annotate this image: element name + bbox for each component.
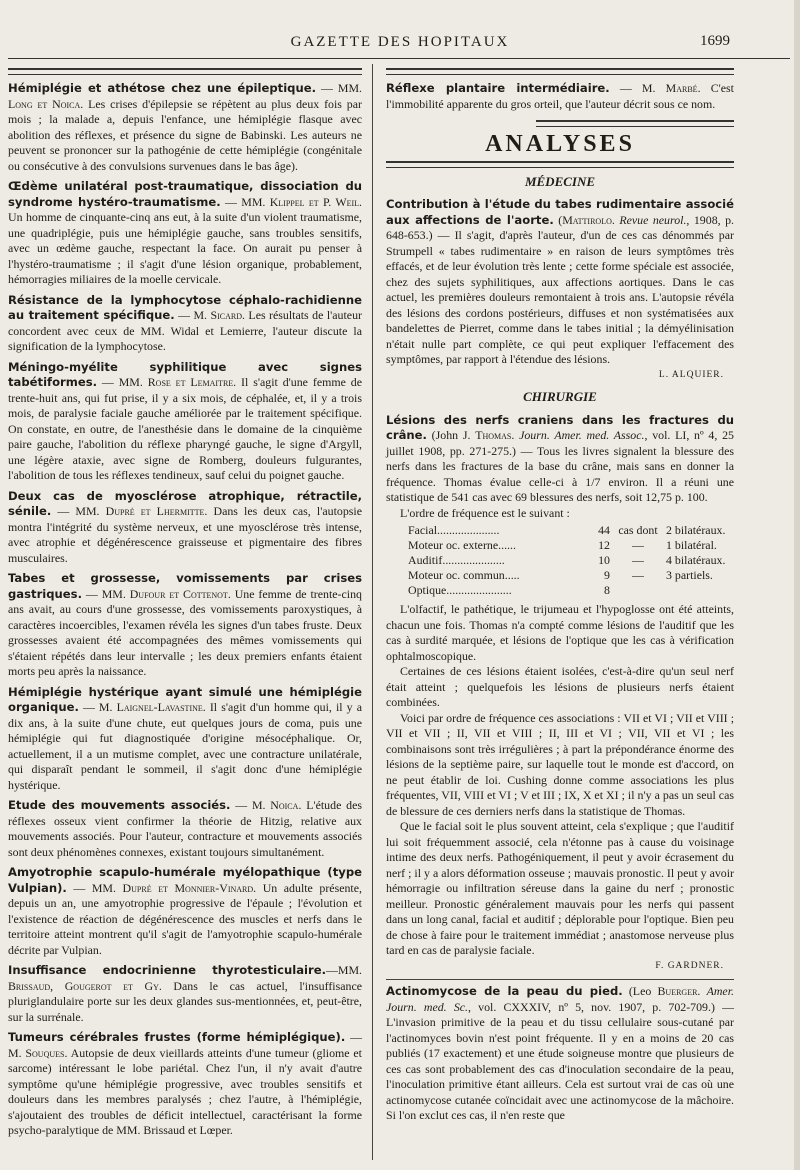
- entry-body: , vol. LI, nº 4, 25 juillet 1908, pp. 271-275.) — Tous les livres signalent la blessure des nerfs dans les fractures de la base du crâne, mais sans en donner la fréquence. Thomas évalue celle-ci à 1/7 environ. Il a réuni une statistique de 541 cas avec 69 blessures des nerfs, soit 12,75 p. 100.: [386, 428, 734, 504]
- entry-title: Amyotrophie scapulo-humérale myélopathique (type Vulpian).: [8, 865, 362, 895]
- citation-author: Buerger: [657, 984, 698, 998]
- separator: —: [632, 553, 644, 567]
- section-rule: [536, 120, 734, 127]
- citation-author: Mattirolo: [562, 212, 612, 227]
- entry-title: Tumeurs cérébrales frustes (forme hémiplégique).: [8, 1030, 346, 1044]
- abstract-entry: [8, 179, 362, 288]
- entry-actinomycose: Actinomycose de la peau du pied. (Leo Buerger. Amer. Journ. med. Sc., vol. CXXXIV, nº 5, nov. 1907, p. 702-709.) — L'invasion primitive de la peau et du tissu cellulaire sous-cutané par l'actinomyces bovin n'est point fréquente. Il y en a moins de 20 cas publiés (17 exactement) et une étude soigneuse montre que plusieurs de ces cas sont probablement des cas d'inoculation secondaire de la peau, l'inoculation primitive étant ailleurs. Cela est surtout vrai de cas où une actinomycose cutanée coïncidait avec une actinomycose de la mâchoire. Si l'on exclut ces cas, il n'en reste que: [386, 984, 734, 1122]
- abstract-entry: [8, 685, 362, 794]
- separator: cas dont: [618, 523, 658, 537]
- left-entries: [8, 81, 362, 1139]
- paragraph: Certaines de ces lésions étaient isolées, c'est-à-dire qu'un seul nerf était atteint ; quelquefois les lésions de plusieurs nerfs étaient combinées.: [386, 664, 734, 709]
- double-rule: [386, 68, 734, 75]
- entry-body: . Autopsie de deux vieillards atteints d'une tumeur (gliome et sarcome) intéressant le lobe pariétal. Chez l'un, il n'y avait d'autre symptôme qu'une hémiplégie progressive, avec troubles sensitifs et douleurs dans les membres paralysés ; chez l'autre, à l'hémiplégie, s'ajoutaient des troubles de déficit intellectuel, caractérisant la forme psycho-paralytique de MM. Brissaud et Lœper.: [8, 1045, 362, 1137]
- citation-journal: Journ. Amer. med. Assoc.: [519, 428, 645, 442]
- entry-title: Insuffisance endocrinienne thyrotesticulaire.: [8, 963, 326, 977]
- case-detail: 2 bilatéraux.: [666, 523, 726, 537]
- abstract-entry: [8, 798, 362, 860]
- case-detail: 4 bilatéraux.: [666, 553, 726, 567]
- paragraph: Voici par ordre de fréquence ces associations : VII et VI ; VII et VIII ; VII et VII ; II, VII et VIII ; II, III et VI ; VII, VII et VI ; les combinaisons sont très irrégulières ; à part la prépondérance énorme des lésions de la septième paire, sur laquelle tout le monde est d'accord, on ne peut établir de loi. Cushing donne comme associations les plus fréquentes, VII, VIII et VI ; V et III ; IX, X et XI ; il n'y a pas un seul cas de blessure de ces derniers nerfs dans la statistique de Thomas.: [386, 710, 734, 818]
- order-intro: L'ordre de fréquence est le suivant :: [400, 505, 570, 520]
- header-rule: [8, 58, 790, 59]
- case-count: 12: [598, 538, 610, 552]
- entry-body: . C'est l'immobilité apparente du gros orteil, que l'auteur décrit sous ce nom.: [386, 81, 734, 111]
- abstract-entry: [8, 293, 362, 355]
- table-row: [404, 568, 729, 583]
- entry-title: Hémiplégie et athétose chez une épileptique.: [8, 81, 317, 95]
- authors-lead: — M.: [230, 798, 271, 812]
- entry-body: . Une femme de trente-cinq ans avait, au cours d'une grossesse, des vomissements paroxystiques, à caractères incoercibles, l'examen révéla les signes d'un tabes fruste. Deux grossesses avaient été accompagnées des mêmes vomissements qui s'étaient répétés dans leur intervalle ; les deux premiers enfants étaient morts peu après la naissance.: [8, 586, 362, 678]
- citation-journal: Amer. Journ. med. Sc.: [386, 984, 734, 1014]
- entry-body: . Il s'agit d'un homme qui, il y a dix ans, à la suite d'une chute, eut quelques jours de coma, puis une hémiplégie qui fut diagnostiquée d'origine mésocéphalique. Or, actuellement, il a un mutisme complet, avec une contracture unilatérale, qui disparaît pendant le sommeil, il s'agit donc d'une hémiplégie hystérique.: [8, 700, 362, 792]
- entry-body: . Il s'agit d'une femme de trente-huit ans, qui fut prise, il y a six mois, de céphalée, et, il y a trois mois, de paralysie faciale gauche améliorée par le traitement spécifique. On constate, en outre, de l'anesthésie dans le domaine de la cinquième paire gauche, l'abolition du réflexe pharyngé gauche, le signe d'Argyll, une légère ataxie, avec signe de Romberg, douleurs fulgurantes, l'abolition de tous les réflexes tendineux, sauf celui du poignet gauche.: [8, 375, 362, 482]
- paragraph: Que le facial soit le plus souvent atteint, cela s'explique ; que l'auditif lui soit fréquemment associé, cela n'étonne pas à cause du voisinage intime des deux nerfs. Pathogéniquement, il peut y avoir écrasement du nerf ; il y a alors déformation osseuse ; mauvais pronostic. Il peut y avoir hémorragie ou infiltration séreuse dans la gaine du nerf ; pronostic meilleur. Pronostic généralement mauvais pour les nerfs qui passent dans un long canal, facial et auditif ; déplorable pour l'optique. Bien peu de chose à faire pour le traitement immédiat ; anastomose nerveuse plus tard en cas de paralysie faciale.: [386, 819, 734, 957]
- entry-nerfs-craniens: Lésions des nerfs craniens dans les fractures du crâne. (John J. Thomas. Journ. Amer. med. Assoc., vol. LI, nº 4, 25 juillet 1908, pp. 271-275.) — Tous les livres signalent la blessure des nerfs dans les fractures de la base du crâne, mais sans en donner la fréquence. Thomas évalue celle-ci à 1/7 environ. Il a réuni une statistique de 541 cas avec 69 blessures des nerfs, soit 12,75 p. 100. L'ordre de fréquence est le suivant : Facial..................... 44 cas dont 2 bilatéraux. Moteur oc. externe...... 12 — 1 bilatéral. Auditif..................... 10 — 4 bilatéraux. Moteur oc. commun..... 9 — 3 partiels. Optique...................... 8 L'olfactif, le pathétique, le trijumeau et l'hypoglosse ont été atteints, chacun une fois. Thomas n'a compté comme lésions de l'auditif que les cas à surdité marquée, et lésions de l'optique que les cas à vérification ophtalmoscopique. Certaines de ces lésions étaient isolées, c'est-à-dire qu'un seul nerf était atteint ; quelquefois les lésions de plusieurs nerfs étaient combinées. Voici par ordre de fréquence ces associations : VII et VI ; VII et VIII ; VII et VII ; II, VII et VIII ; II, III et VI ; VII, VII et VI ; les combinaisons sont très irrégulières ; à part la prépondérance énorme des lésions de la septième paire, sur laquelle tout le monde est d'accord, on ne peut établir de loi. Cushing donne comme associations les plus fréquentes, VII, VIII et VI ; V et III ; IX, X et XI ; il n'y a pas un seul cas de blessure de ces derniers nerfs dans la statistique de Thomas. Que le facial soit le plus souvent atteint, cela s'explique ; que l'auditif lui soit fréquemment associé, cela n'étonne pas à cause du voisinage intime des deux nerfs. Pathogéniquement, il peut y avoir écrasement du nerf ; il y a alors déformation osseuse ; mauvais pronostic. Il peut y avoir hémorragie ou infiltration séreuse dans la gaine du nerf ; pronostic meilleur. Pronostic généralement mauvais pour les nerfs qui passent dans un long canal, facial et auditif ; déplorable pour l'optique. Bien peu de chose à faire pour le traitement immédiat ; anastomose nerveuse plus tard en cas de paralysie faciale. F. GARDNER.: [386, 413, 734, 975]
- signature: F. GARDNER.: [655, 960, 724, 971]
- case-detail: 1 bilatéral.: [666, 538, 717, 552]
- separator: —: [632, 538, 644, 552]
- abstract-entry: [8, 571, 362, 680]
- nerve-name: Optique......................: [408, 583, 512, 597]
- entry-title: Etude des mouvements associés.: [8, 798, 231, 812]
- table-row: [404, 523, 729, 538]
- entry-title: Œdème unilatéral post-traumatique, dissociation du syndrome hystéro-traumatisme.: [8, 179, 362, 209]
- entry-authors: Laignel-Lavastine: [116, 700, 203, 714]
- separator: [614, 583, 662, 598]
- authors-lead: — MM.: [51, 504, 106, 518]
- entry-authors: Noica: [270, 798, 299, 812]
- abstract-entry: [8, 81, 362, 174]
- entry-body: , 1908, p. 648-653.) — Il s'agit, d'après l'auteur, d'un de ces cas dénommés par Strumpell « tabes rudimentaire » en raison de leurs symptômes très effacés, et de leur évolution très lente ; cette forme spéciale est associée, chez des sujets syphilitiques, aux affections aortiques. Dans le cas actuel, les premières douleurs remontaient à trois ans. L'autopsie révéla des lésions des cordons postérieurs, diffuses et non systématisées aux bandelettes de Pierret, comme dans le tabes initial ; la démyélinisation n'était nulle part complète, ce qui peut expliquer l'effacement des symptômes, par rapport à l'étendue des lésions.: [386, 212, 735, 366]
- chirurgie-paragraphs: [386, 602, 734, 959]
- abstract-entry: [8, 963, 362, 1025]
- abstract-entry: [8, 360, 362, 484]
- case-count: 44: [598, 523, 610, 537]
- authors-lead: — MM.: [81, 586, 130, 601]
- entry-authors: Rose et Lemaitre: [147, 375, 234, 389]
- entry-authors: Dufour et Cottenot: [129, 586, 228, 601]
- case-detail: 3 partiels.: [666, 568, 713, 582]
- abstract-entry: [8, 1030, 362, 1139]
- case-count: 10: [598, 553, 610, 567]
- page-number: 1699: [700, 33, 730, 49]
- case-detail: [662, 583, 729, 598]
- nerve-name: Facial.....................: [408, 523, 500, 537]
- entry-title: Actinomycose de la peau du pied.: [386, 984, 623, 998]
- right-column: [386, 66, 734, 1170]
- double-rule: [8, 68, 362, 75]
- nerve-name: Moteur oc. externe......: [408, 538, 516, 552]
- table-row: [404, 553, 729, 568]
- authors-lead: — M.: [8, 1030, 362, 1060]
- medecine-heading: MÉDECINE: [524, 173, 596, 189]
- entry-authors: Sicard: [210, 308, 242, 322]
- entry-authors: Klippel et P. Weil: [269, 194, 360, 209]
- case-count: 9: [604, 568, 610, 582]
- entry-title: Résistance de la lymphocytose céphalo-rachidienne au traitement spécifique.: [8, 292, 362, 322]
- entry-body: . Dans les deux cas, l'autopsie montra l'intégrité du système nerveux, et une myosclérose très intense, avec atrophie et dégénérescence graisseuse et pigmentaire des fibres musculaires.: [8, 504, 362, 565]
- left-column: [8, 66, 362, 1170]
- entry-title: Hémiplégie hystérique ayant simulé une hémiplégie organique.: [8, 684, 362, 714]
- abstract-entry: [8, 865, 362, 958]
- citation-pre: (John J.: [426, 428, 476, 442]
- abstract-entry: [8, 489, 362, 567]
- page-header: [0, 0, 800, 60]
- analyses-rule: [386, 161, 734, 168]
- entry-title: Réflexe plantaire intermédiaire.: [386, 81, 610, 95]
- authors-lead: —MM.: [325, 963, 362, 977]
- running-title: GAZETTE DES HOPITAUX: [290, 34, 510, 50]
- case-count: 8: [604, 583, 610, 597]
- entry-body: . Un homme de cinquante-cinq ans eut, à la suite d'un violent traumatisme, une quadriplégie, puis une hémiplégie gauche, sans troubles sensitifs, avec un œdème gauche, respectant la face. On aurait pu penser à l'hystéro-traumatisme ; il s'agit d'une lésion organique, probablement, hémorragies miliaires de la moelle cervicale.: [8, 194, 362, 286]
- entry-title: Lésions des nerfs craniens dans les fractures du crâne.: [386, 412, 734, 442]
- page-edge: [794, 0, 800, 1170]
- entry-title: Contribution à l'étude du tabes rudimentaire associé aux affections de l'aorte.: [386, 197, 734, 227]
- entry-tabes-rudimentaire: Contribution à l'étude du tabes rudimentaire associé aux affections de l'aorte. (Mattirolo. Revue neurol., 1908, p. 648-653.) — Il s'agit, d'après l'auteur, d'un de ces cas dénommés par Strumpell « tabes rudimentaire » en raison de leurs symptômes très effacés, et de leur évolution très lente ; cette forme spéciale est associée, chez des sujets syphilitiques, aux affections aortiques. Dans le cas actuel, les premières douleurs remontaient à trois ans. L'autopsie révéla des lésions des cordons postérieurs, diffuses et non systématisées aux bandelettes de Pierret, comme dans le tabes initial ; la démyélinisation n'était nulle part complète, ce qui peut expliquer l'effacement des symptômes, par rapport à l'étendue des lésions. L. ALQUIER.: [386, 197, 734, 383]
- nerve-name: Auditif.....................: [408, 553, 505, 567]
- entry-body: . Les résultats de l'auteur concordent avec ceux de MM. Widal et Lemierre, l'auteur discute la signification de la lymphocytose.: [8, 308, 362, 353]
- entry-authors: Souques: [25, 1045, 65, 1060]
- authors-lead: — M.: [78, 700, 117, 714]
- entry-body: . Dans le cas actuel, l'insuffisance pluriglandulaire porte sur les deux glandes sus-mentionnées, et, peut-être, sur la surrénale.: [8, 978, 362, 1024]
- thin-rule: [386, 979, 734, 980]
- entry-body: . L'étude des réflexes osseux vient confirmer la théorie de Hitzig, relative aux mouvements associés. Pour l'auteur, contracture et mouvements associés sont deux phénomènes connexes, existant toujours simultanément.: [8, 798, 362, 859]
- authors-lead: — M.: [609, 81, 666, 95]
- authors-lead: — MM.: [316, 81, 362, 95]
- paragraph: L'olfactif, le pathétique, le trijumeau et l'hypoglosse ont été atteints, chacun une fois. Thomas n'a compté comme lésions de l'auditif que les cas à surdité marquée, et lésions de l'optique que les cas à vérification ophtalmoscopique.: [386, 602, 734, 663]
- entry-body: . Les crises d'épilepsie se répètent au plus deux fois par mois ; la malade a, depuis l'enfance, une hémiplégie flasque avec abolition des réflexes, et présence du signe de Babinski. Les auteurs ne peuvent se prononcer sur la pathogénie de cette hémiplégie (congénitale ou consécutive à des convulsions survenues dans le bas âge).: [8, 96, 362, 173]
- entry-title: Deux cas de myosclérose atrophique, rétractile, sénile.: [8, 488, 362, 518]
- citation-pre: (Leo: [622, 984, 658, 998]
- entry-title: Méningo-myélite syphilitique avec signes tabétiformes.: [8, 359, 362, 389]
- column-divider: [372, 64, 373, 1160]
- entry-title: Tabes et grossesse, vomissements par crises gastriques.: [8, 571, 362, 601]
- entry-authors: Dupré et Lhermitte: [105, 504, 205, 518]
- authors-lead: — MM.: [66, 880, 123, 895]
- authors-lead: — MM.: [97, 375, 148, 389]
- authors-lead: — MM.: [220, 194, 270, 209]
- nerve-name: Moteur oc. commun.....: [408, 568, 520, 582]
- table-row: [404, 538, 729, 553]
- entry-authors: Brissaud, Gougerot et Gy: [8, 978, 159, 993]
- chirurgie-heading: CHIRURGIE: [523, 389, 597, 404]
- citation-author: Thomas: [475, 428, 512, 442]
- signature: L. ALQUIER.: [658, 369, 724, 380]
- citation-journal: Revue neurol.: [619, 212, 687, 227]
- entry-authors: Long et Noica: [8, 96, 81, 111]
- entry-reflexe-plantaire: [386, 81, 734, 112]
- entry-body: . Un adulte présente, depuis un an, une amyotrophie progressive de l'épaule ; l'évolution et l'existence de réaction de dégénérescence des muscles et nerfs dans le territoire atteint montrent qu'il s'agit de l'amyotrophie scapulo-humérale décrite par Vulpian.: [8, 880, 362, 957]
- analyses-heading: ANALYSES: [485, 131, 635, 157]
- entry-authors: Marbé: [665, 81, 698, 95]
- frequency-table: [404, 523, 729, 598]
- table-row: [404, 583, 729, 598]
- entry-authors: Dupré et Monnier-Vinard: [122, 880, 254, 895]
- entry-body: , vol. CXXXIV, nº 5, nov. 1907, p. 702-709.) — L'invasion primitive de la peau et du tissu cellulaire sous-cutané par l'actinomyces bovin n'est point fréquente. Il y en a moins de 20 cas publiés (17 exactement) et une étude soigneuse montre que plusieurs de ces cas sont probablement des cas d'inoculation secondaire de la peau, l'inoculation primitive étant ailleurs. Cela est surtout vrai de cas où une actinomycose cutanée coïncidait avec une actinomycose de la mâchoire. Si l'on exclut ces cas, il n'en reste que: [386, 999, 734, 1122]
- separator: —: [632, 568, 644, 582]
- authors-lead: — M.: [174, 308, 211, 322]
